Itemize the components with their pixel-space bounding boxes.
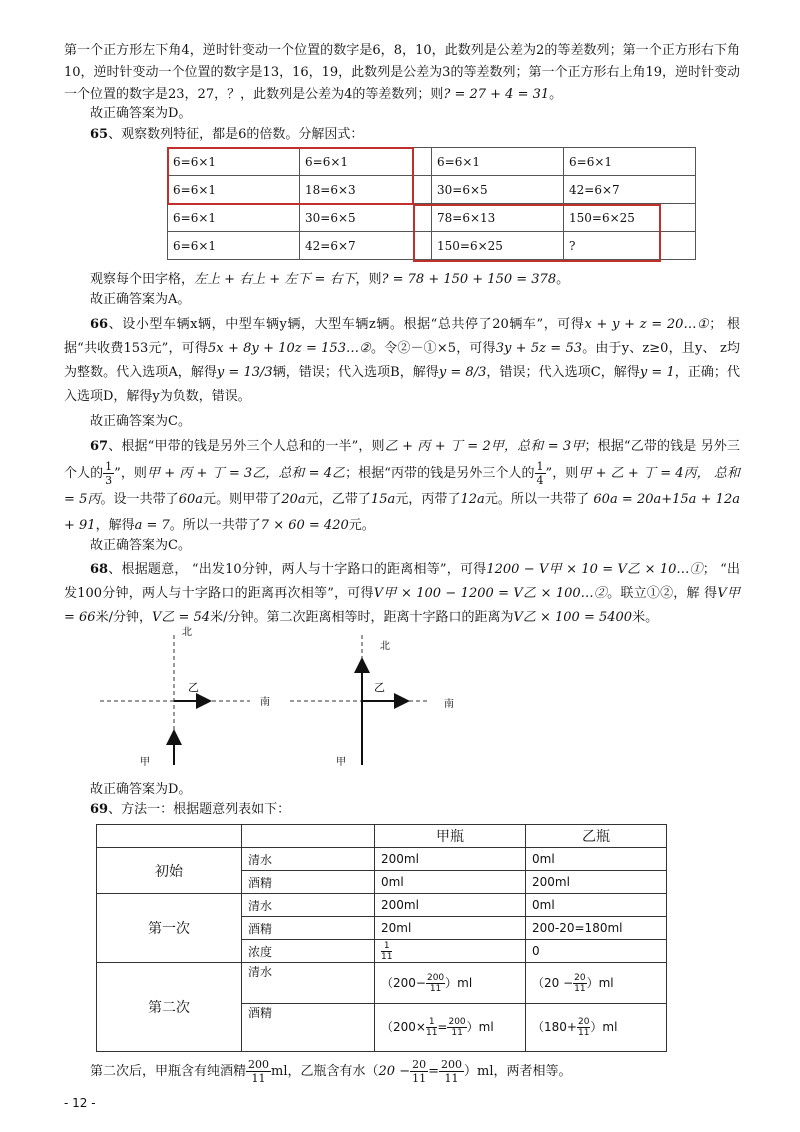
frac-numerator: 1	[381, 941, 392, 952]
frac-numerator: 200	[441, 1058, 462, 1071]
frac-denominator: 11	[577, 1028, 590, 1039]
expr-fraction	[577, 1017, 590, 1038]
conclusion-frac2	[410, 1058, 428, 1085]
expr-post: ）ml	[445, 975, 473, 990]
q67-line2c: ；根据“丙带的钱是另外三个人的	[345, 466, 535, 481]
table-header-row	[97, 825, 667, 848]
q67-eq1: 乙 + 丙 + 丁 = 2甲，总和 = 3甲	[384, 439, 585, 454]
concentration-fraction	[381, 941, 392, 962]
q67-total: 7 × 60 = 420	[260, 518, 349, 533]
q67-v15a: 15a	[370, 492, 396, 507]
q65-answer: 故正确答案为A。	[90, 292, 191, 307]
table-cell: 6=6×1	[300, 148, 432, 176]
expr-fraction	[447, 1017, 466, 1038]
q64-formula: ? = 27 + 4 = 31	[443, 87, 550, 102]
frac-denominator: 11	[251, 1072, 266, 1085]
group-init: 初始	[97, 848, 242, 894]
q67-line1b: ；根据“乙带的钱是	[584, 439, 697, 454]
q65-observe-formula: 左上 + 右上 + 左下 = 右下	[194, 272, 356, 287]
table-cell: 6=6×1	[168, 176, 300, 204]
q67-line4b: 。所以一共带了	[169, 518, 261, 533]
q65-number: 65	[90, 127, 109, 142]
q65-observe-then: ，则	[355, 272, 382, 287]
table-row	[97, 848, 667, 871]
table-cell: 0ml	[375, 871, 526, 894]
table-cell: 200ml	[375, 894, 526, 917]
left-north-label: 北	[182, 627, 192, 638]
q67-eq2: 甲 + 丙 + 丁 = 3乙，总和 = 4乙	[146, 466, 346, 481]
q65-observe-calc: ? = 78 + 150 + 150 = 378	[381, 272, 557, 287]
table-cell: 200ml	[526, 871, 667, 894]
q65-observe: 观察每个田字格，左上 + 右上 + 左下 = 右下，则? = 78 + 150 + 150 = 378。	[90, 272, 570, 287]
conclusion-b: ml，乙瓶含有水（	[271, 1064, 379, 1079]
right-jia-label: 甲	[336, 757, 346, 768]
q67-line4a: ，解得	[95, 518, 135, 533]
q68-eq2: V甲 × 100 − 1200 = V乙 × 100…②	[373, 586, 608, 601]
page-number: - 12 -	[64, 1096, 96, 1110]
conclusion-frac1	[246, 1058, 271, 1085]
q66-line1: 、设小型车辆x辆，中型车辆y辆，大型车辆z辆。根据“总共停了20辆车”，可得	[108, 317, 585, 332]
table-cell: 200-20=180ml	[526, 917, 667, 940]
q66-eq1: x + y + z = 20…①	[584, 317, 710, 332]
q67-answer: 故正确答案为C。	[90, 538, 191, 553]
q66-optC: y = 1	[639, 365, 675, 380]
q68-line3b: 米/分钟，	[95, 610, 152, 625]
q67-v12a: 12a	[460, 492, 485, 507]
q67-frac2	[535, 460, 546, 487]
expr-post: ）ml	[590, 1020, 618, 1035]
table-cell: 6=6×1	[168, 148, 300, 176]
conclusion-expr-pre: 20 −	[378, 1064, 411, 1079]
table-cell: 150=6×25	[432, 232, 564, 260]
frac-numerator: 1	[536, 460, 544, 473]
frac-numerator: 20	[574, 972, 586, 983]
q68-line2b: 。联立①②，解	[607, 586, 700, 601]
right-yi-label: 乙	[374, 681, 385, 694]
table-cell: 0	[526, 940, 667, 963]
q67-line3c: 元。则甲带了	[203, 492, 282, 507]
table-cell: 6=6×1	[168, 232, 300, 260]
expr-pre: （20 −	[532, 975, 574, 990]
q68-answer: 故正确答案为D。	[90, 782, 192, 797]
q68-eq3: V乙 × 100 = 5400	[513, 610, 633, 625]
table-cell: 清水	[242, 848, 375, 871]
table-row	[97, 894, 667, 917]
frac-denominator: 11	[425, 1028, 438, 1039]
expr-pre: （180+	[532, 1020, 577, 1035]
q65-observe-text: 观察每个田字格，	[90, 272, 195, 287]
q67-eq3: 甲 + 乙 + 丁 = 4丙，	[578, 466, 710, 481]
left-south-label: 南	[260, 697, 270, 708]
q67-line3a: 总和 = 5丙	[64, 466, 740, 507]
conclusion-a: 第二次后，甲瓶含有纯酒精	[90, 1064, 247, 1079]
q67-solution: a = 7	[134, 518, 170, 533]
table-cell: 200ml	[375, 848, 526, 871]
q67-number: 67	[90, 439, 109, 454]
expr-equals: =	[437, 1020, 448, 1035]
frac-denominator: 11	[451, 1028, 463, 1039]
q68-line1a: 、根据题意， “出发10分钟，两人与十字路口的距离相等”，可得	[108, 562, 487, 577]
expr-post: ）ml	[586, 975, 614, 990]
expr-fraction	[426, 973, 445, 994]
table-cell: 6=6×1	[168, 204, 300, 232]
table-header-cell	[97, 825, 242, 848]
expr-fraction	[573, 973, 586, 994]
q66-eq3: 3y + 5z = 53	[495, 341, 583, 356]
q69-table	[96, 824, 667, 1052]
q68-number: 68	[90, 562, 109, 577]
q67-line3e: 元，丙带了	[395, 492, 461, 507]
q66-paragraph: 66、设小型车辆x辆，中型车辆y辆，大型车辆z辆。根据“总共停了20辆车”，可得x + y + z = 20…①； 根据“共收费153元”，可得5x + 8y + 10z = 153…②。令②－①×5，可得3y + 5z = 53。由于y、z≥0，且y、 z均为整数。代入选项A，解得y = 13/3辆，错误；代入选项B，解得y = 8/3，错误；代入选项C，解得y = 1，正确；代入选项D，解得y为负数，错误。	[64, 317, 740, 404]
q67-line3d: 元，乙带了	[305, 492, 371, 507]
q68-line3a: 得	[704, 586, 718, 601]
q67-line3b: 。设一共带了	[100, 492, 179, 507]
q68-vyi: V乙 = 54	[151, 610, 211, 625]
q68-line2a: “出发100分钟，两人与十字路口的距离再次相等”，可得	[64, 562, 740, 601]
table-cell	[526, 1004, 667, 1052]
table-cell: 清水	[242, 894, 375, 917]
q66-line3b: 辆，错误；代入选项B，解得	[272, 365, 439, 380]
q68-diagram	[90, 625, 510, 775]
q67-line4-eq: 60a = 20a+15a + 12a + 91	[64, 492, 740, 533]
q64-text: 第一个正方形左下角4，逆时针变动一个位置的数字是6，8，10，此数列是公差为2的等差数列；第一个正方形右下角10，逆时针变动一个位置的数字是13，16，19，此数列是公差为3的等差数列；第一个正方形右上角19，逆时针变动一个位置的数字是23，27，？，此数列是公差为4的等差数列；则	[64, 43, 740, 102]
frac-denominator: 3	[105, 474, 113, 487]
q67-line4c: 元。	[348, 518, 375, 533]
q69-heading	[90, 800, 290, 820]
frac-denominator: 11	[381, 951, 393, 962]
q67-line3f: 元。所以一共带了	[484, 492, 590, 507]
frac-numerator: 200	[426, 972, 445, 983]
q68-vjia: V甲 = 66	[64, 586, 740, 625]
table-cell: 6=6×1	[432, 148, 564, 176]
q66-line2c: 。由于y、z≥0，且y、	[582, 341, 716, 356]
left-yi-label: 乙	[188, 681, 199, 694]
q67-line2b: ”，则	[114, 466, 147, 481]
table-header-cell: 甲瓶	[375, 825, 526, 848]
table-cell: 42=6×7	[564, 176, 696, 204]
q66-line2a: 根据“共收费153元”，可得	[64, 317, 740, 356]
q68-line3c: 米/分钟。第二次距离相等时，距离十字路口的距离为	[210, 610, 514, 625]
table-cell: 清水	[242, 963, 375, 1004]
q67-frac1	[103, 460, 114, 487]
q66-answer: 故正确答案为C。	[90, 414, 191, 429]
frac-numerator: 200	[448, 1017, 466, 1028]
q67-paragraph	[64, 434, 740, 539]
q66-line3a: z均为整数。代入选项A，解得	[64, 341, 740, 380]
table-cell: 42=6×7	[300, 232, 432, 260]
table-cell: 6=6×1	[564, 148, 696, 176]
frac-denominator: 11	[444, 1072, 459, 1085]
frac-denominator: 4	[536, 474, 544, 487]
frac-denominator: 11	[574, 983, 586, 994]
q66-line4: 确；代入选项D，解得y为负数，错误。	[64, 365, 740, 404]
q67-line2a: 另外三个人的	[64, 439, 740, 481]
expr-post: ）ml	[466, 1020, 494, 1035]
table-cell	[375, 940, 526, 963]
q68-line1b: ；	[702, 562, 716, 577]
table-row	[97, 963, 667, 1004]
left-jia-label: 甲	[140, 757, 150, 768]
q68-line3d: 米。	[632, 610, 659, 625]
table-header-cell	[242, 825, 375, 848]
table-cell: 酒精	[242, 1004, 375, 1052]
table-cell	[375, 963, 526, 1004]
table-cell: ?	[564, 232, 696, 260]
table-cell: 78=6×13	[432, 204, 564, 232]
q64-paragraph: 第一个正方形左下角4，逆时针变动一个位置的数字是6，8，10，此数列是公差为2的等差数列；第一个正方形右下角10，逆时针变动一个位置的数字是13，16，19，此数列是公差为3的等差数列；第一个正方形右上角19，逆时针变动一个位置的数字是23，27，？，此数列是公差为4的等差数列；则? = 27 + 4 = 31。	[64, 43, 740, 102]
q68-paragraph	[64, 558, 740, 630]
q66-line2b: 。令②－①×5，可得	[370, 341, 496, 356]
table-cell: 0ml	[526, 848, 667, 871]
conclusion-equals: =	[428, 1064, 439, 1079]
conclusion-c: ）ml，两者相等。	[464, 1064, 572, 1079]
frac-numerator: 200	[248, 1058, 270, 1071]
table-cell: 150=6×25	[564, 204, 696, 232]
q68-eq1: 1200 − V甲 × 10 = V乙 × 10…①	[486, 562, 703, 577]
q64-answer: 故正确答案为D。	[90, 106, 192, 121]
frac-numerator: 20	[412, 1058, 427, 1071]
frac-numerator: 1	[105, 460, 113, 473]
right-north-label: 北	[380, 641, 390, 652]
frac-numerator: 1	[426, 1017, 437, 1028]
q67-line2d: ”，则	[545, 466, 579, 481]
q66-line3d: ，正	[674, 365, 701, 380]
table-cell: 0ml	[526, 894, 667, 917]
frac-denominator: 11	[412, 1072, 427, 1085]
table-cell: 30=6×5	[432, 176, 564, 204]
q69-conclusion	[90, 1056, 572, 1088]
right-south-label: 南	[444, 699, 454, 710]
table-cell: 20ml	[375, 917, 526, 940]
table-cell	[526, 963, 667, 1004]
table-header-cell: 乙瓶	[526, 825, 667, 848]
table-cell: 酒精	[242, 917, 375, 940]
q65-heading	[90, 125, 363, 145]
q66-optB: y = 8/3	[438, 365, 487, 380]
q66-optA: y = 13/3	[216, 365, 273, 380]
q65-intro: 、观察数列特征，都是6的倍数。分解因式：	[108, 127, 364, 142]
q69-intro: 、方法一：根据题意列表如下：	[108, 802, 291, 817]
q66-line3c: ，错误；代入选项C，解得	[486, 365, 640, 380]
q66-eq2: 5x + 8y + 10z = 153…②	[208, 341, 371, 356]
expr-pre: （200−	[381, 975, 426, 990]
highlight-box-top-left	[167, 147, 414, 205]
highlight-box-bottom-right	[413, 204, 661, 262]
q67-v20a: 20a	[281, 492, 306, 507]
table-cell: 浓度	[242, 940, 375, 963]
table-cell: 30=6×5	[300, 204, 432, 232]
table-cell	[375, 1004, 526, 1052]
q69-number: 69	[90, 802, 109, 817]
q66-number: 66	[90, 317, 109, 332]
table-cell: 18=6×3	[300, 176, 432, 204]
table-cell: 酒精	[242, 871, 375, 894]
frac-denominator: 11	[429, 983, 442, 994]
frac-numerator: 20	[577, 1017, 590, 1028]
conclusion-frac3	[439, 1058, 464, 1085]
group-second: 第二次	[97, 963, 242, 1052]
expr-pre: （200×	[381, 1020, 426, 1035]
q67-v60a: 60a	[178, 492, 204, 507]
expr-fraction	[426, 1017, 437, 1038]
group-first: 第一次	[97, 894, 242, 963]
q67-line1a: 、根据“甲带的钱是另外三个人总和的一半”，则	[108, 439, 385, 454]
